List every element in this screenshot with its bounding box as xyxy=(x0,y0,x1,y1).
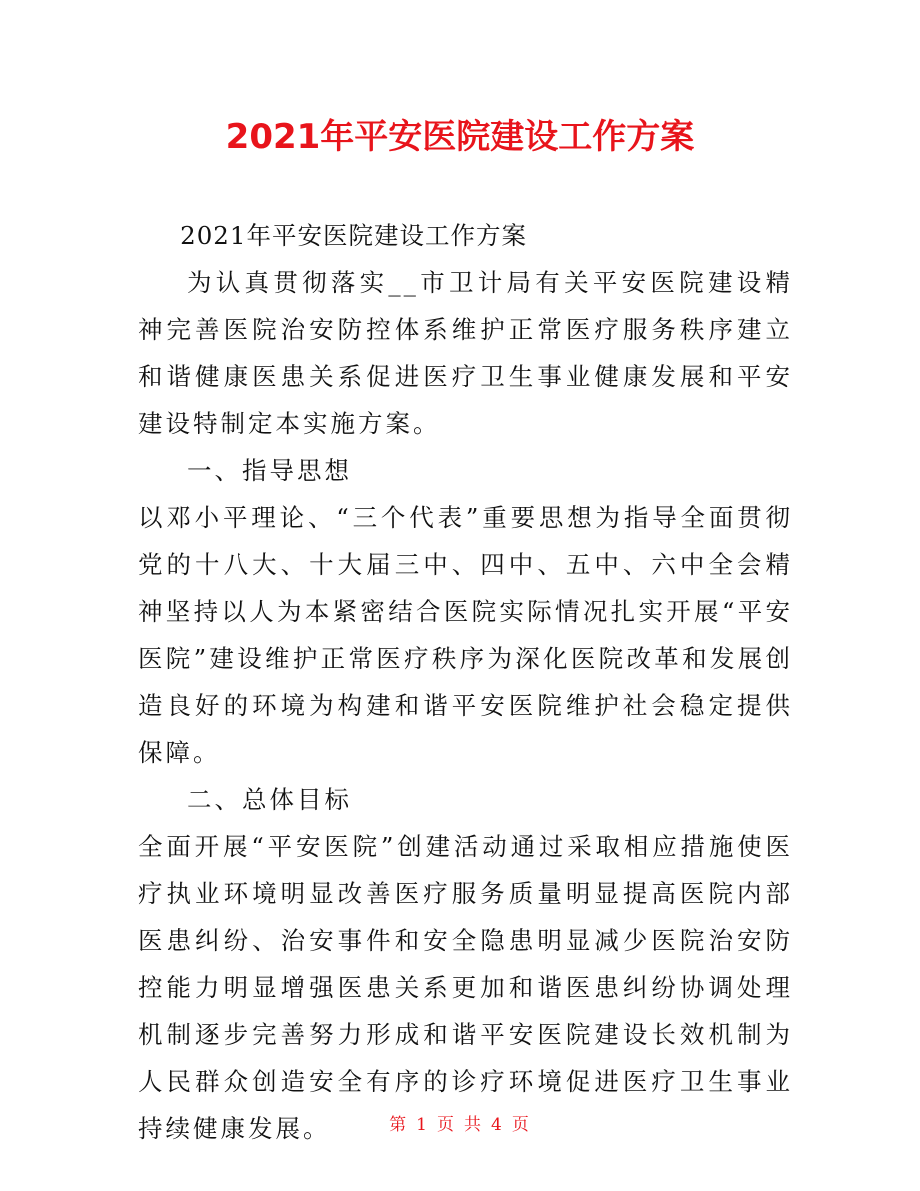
document-title: 2021年平安医院建设工作方案 xyxy=(225,117,695,157)
subtitle-paragraph: 2021年平安医院建设工作方案 xyxy=(180,221,527,250)
footer-total-pages: 4 xyxy=(491,1115,504,1135)
footer-total-label: 共 xyxy=(464,1115,483,1135)
overall-goal-paragraph: 全面开展“平安医院”创建活动通过采取相应措施使医疗执业环境明显改善医疗服务质量明显提高医院内部医患纠纷、治安事件和安全隐患明显减少医院治安防控能力明显增强医患关系更加和谐医患纠纷协调处理机制逐步完善努力形成和谐平安医院建设长效机制为人民群众创造安全有序的诊疗环境促进医疗卫生事业持续健康发展。 xyxy=(138,832,793,1143)
intro-paragraph: 为认真贯彻落实__市卫计局有关平安医院建设精神完善医院治安防控体系维护正常医疗服务秩序建立和谐健康医患关系促进医疗卫生事业健康发展和平安建设特制定本实施方案。 xyxy=(138,268,793,438)
guiding-ideology-paragraph: 以邓小平理论、“三个代表”重要思想为指导全面贯彻党的十八大、十大届三中、四中、五中、六中全会精神坚持以人为本紧密结合医院实际情况扎实开展“平安医院”建设维护正常医疗秩序为深化医院改革和发展创造良好的环境为构建和谐平安医院维护社会稳定提供保障。 xyxy=(138,503,793,767)
section-heading-guiding-ideology: 一、指导思想 xyxy=(187,456,352,485)
footer-page-label: 第 xyxy=(389,1115,409,1135)
page-footer xyxy=(0,1112,920,1138)
document-body xyxy=(138,212,793,1152)
footer-total-unit: 页 xyxy=(511,1115,531,1135)
section-heading-overall-goal: 二、总体目标 xyxy=(187,785,352,814)
footer-page-unit: 页 xyxy=(437,1115,456,1135)
footer-current-page: 1 xyxy=(416,1115,429,1135)
